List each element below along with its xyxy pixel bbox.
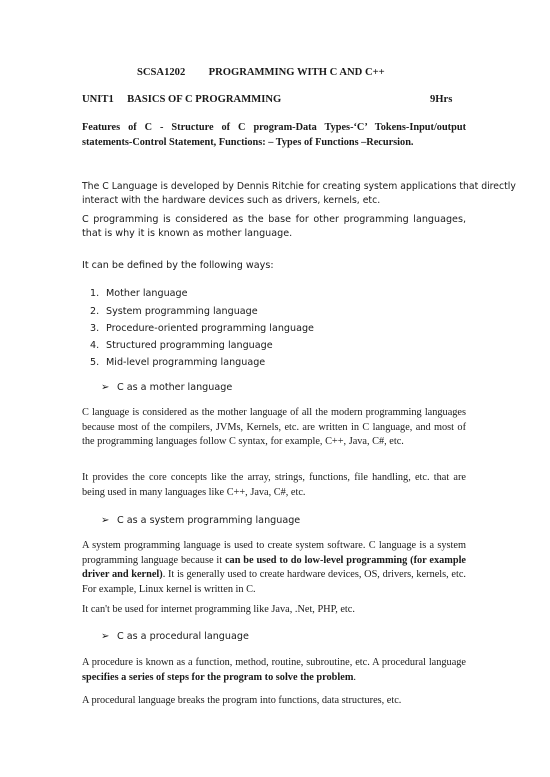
section-heading-system-language xyxy=(101,514,300,527)
system-paragraph-text: . It is generally used to create hardware devices, OS, drivers, kernels, etc. For example, Linux kernel is written in C. xyxy=(82,569,466,595)
list-number: 1. xyxy=(90,288,100,299)
mother-paragraph-1: C language is considered as the mother language of all the modern programming languages because most of the compilers, JVMs, Kernels, etc. are written in C language, and most of the programming languages follow C syntax, for example, C++, Java, C#, etc. xyxy=(82,407,466,448)
course-title: PROGRAMMING WITH C AND C++ xyxy=(208,67,385,78)
procedural-paragraph-2: A procedural language breaks the program into functions, data structures, etc. xyxy=(82,695,402,706)
list-item xyxy=(90,356,265,369)
unit-label-line xyxy=(82,93,281,107)
unit-title: BASICS OF C PROGRAMMING xyxy=(127,94,282,105)
section-heading-text: C as a mother language xyxy=(117,382,233,393)
procedural-paragraph-text: . xyxy=(353,671,356,683)
unit-label: UNIT1 xyxy=(82,94,114,105)
list-number: 2. xyxy=(90,306,100,317)
list-text: Procedure-oriented programming language xyxy=(106,323,314,334)
list-text: Mother language xyxy=(106,288,188,299)
section-heading-text: C as a procedural language xyxy=(117,631,249,642)
intro-paragraph-1-line-2: interact with the hardware devices such as drivers, kernels, etc. xyxy=(82,195,381,206)
course-header xyxy=(137,66,385,80)
intro-paragraph-3: It can be defined by the following ways: xyxy=(82,260,274,271)
arrow-bullet-icon: ➢ xyxy=(101,382,110,393)
mother-paragraph-2: It provides the core concepts like the array, strings, functions, file handling, etc. that are being used in many languages like C++, Java, C#, etc. xyxy=(82,472,466,498)
procedural-paragraph-emphasis: specifies a series of steps for the program to solve the problem xyxy=(82,671,354,683)
list-item xyxy=(90,339,273,352)
course-code: SCSA1202 xyxy=(137,67,186,78)
list-number: 4. xyxy=(90,340,100,351)
intro-paragraph-1-line-1: The C Language is developed by Dennis Ritchie for creating system applications that directly xyxy=(82,181,516,192)
arrow-bullet-icon: ➢ xyxy=(101,515,110,526)
unit-hours: 9Hrs xyxy=(430,94,453,105)
list-number: 3. xyxy=(90,323,100,334)
system-paragraph-emphasis: can be used to do low-level programming (for example driver and kernel) xyxy=(82,554,467,581)
list-text: Structured programming language xyxy=(106,340,273,351)
list-text: Mid-level programming language xyxy=(106,357,266,368)
syllabus-line-1: Features of C - Structure of C program-Data Types-‘C’ Tokens-Input/output xyxy=(82,122,466,133)
syllabus-line-2: statements-Control Statement, Functions: – Types of Functions –Recursion. xyxy=(82,137,414,148)
procedural-paragraph-text: A procedure is known as a function, method, routine, subroutine, etc. A procedural language xyxy=(82,657,466,668)
list-number: 5. xyxy=(90,357,100,368)
procedural-paragraph-1 xyxy=(82,656,466,685)
section-heading-text: C as a system programming language xyxy=(117,515,301,526)
section-heading-procedural-language xyxy=(101,630,249,643)
system-paragraph-text: A system programming language is used to create system software. C language is a system programming language because it xyxy=(82,540,466,566)
system-paragraph-1 xyxy=(82,539,466,597)
list-item xyxy=(90,287,188,300)
list-item xyxy=(90,305,258,318)
list-item xyxy=(90,322,314,335)
list-text: System programming language xyxy=(106,306,258,317)
intro-paragraph-2: C programming is considered as the base for other programming languages, that is why it is known as mother language. xyxy=(82,214,466,239)
arrow-bullet-icon: ➢ xyxy=(101,631,110,642)
system-paragraph-2: It can't be used for internet programming like Java, .Net, PHP, etc. xyxy=(82,604,355,615)
section-heading-mother-language xyxy=(101,381,232,394)
